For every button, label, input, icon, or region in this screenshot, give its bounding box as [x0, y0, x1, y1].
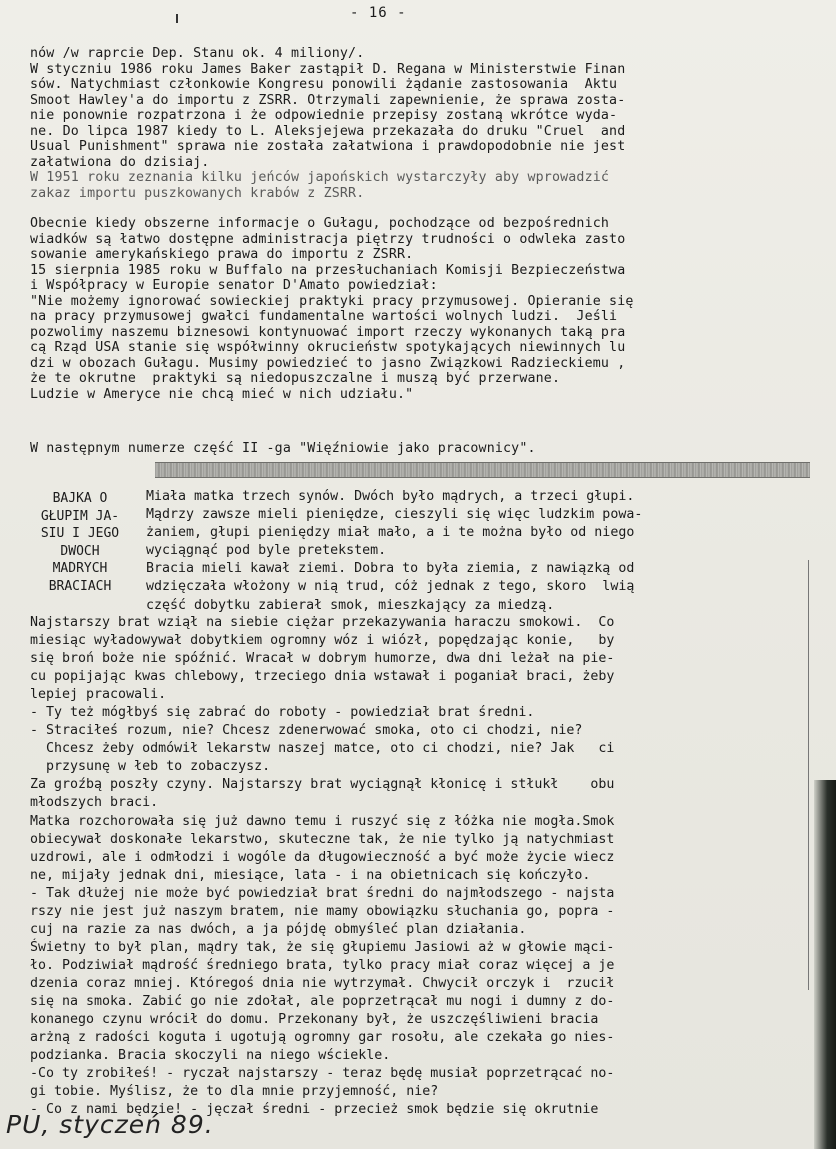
column-rule	[808, 560, 809, 990]
page-number: - 16 -	[350, 5, 407, 21]
story-title: BAJKA O GŁUPIM JA- SIU I JEGO DWOCH MADRYCH BRACIACH	[40, 491, 120, 594]
article-paragraph-1: nów /w raprcie Dep. Stanu ok. 4 miliony/. W styczniu 1986 roku James Baker zastąpił D. Regana w Ministerstwie Finan sów. Natychmiast członkowie Kongresu ponowili żądanie zastosowania Aktu Smoot Hawley'a do importu z ZSRR. Otrzymali zapewnienie, że sprawa zosta- nie ponownie rozpatrzona i że odpowiednie przepisy zostaną wkrótce wyda- ne. Do lipca 1987 kiedy to L. Aleksjejewa przekazała do druku "Cruel and Usual Punishment" sprawa nie została załatwiona i prawdopodobnie nie jest załatwiona do dzisiaj.	[30, 46, 626, 170]
article-paragraph-3: Obecnie kiedy obszerne informacje o Gułagu, pochodzące od bezpośrednich wiadków są łatwo dostępne administracja piętrzy trudności o odwleka zasto sowanie amerykańskiego prawa do importu z ZSRR. 15 sierpnia 1985 roku w Buffalo na przesłuchaniach Komisji Bezpieczeństwa i Współpracy w Europie senator D'Amato powiedział: "Nie możemy ignorować sowieckiej praktyki pracy przymusowej. Opieranie się na pracy przymusowej gwałci fundamentalne wartości wolnych ludzi. Jeśli pozwolimy naszemu biznesowi kontynuować import rzeczy wykonanych taką pra cą Rząd USA stanie się współwinny okrucieństw spotykających niewinnych lu dzi w obozach Gułagu. Musimy powiedzieć to jasno Związkowi Radzieckiemu , że te okrutne praktyki są niedopuszczalne i muszą być przerwane. Ludzie w Ameryce nie chcą mieć w nich udziału."	[30, 216, 634, 402]
pen-mark	[176, 14, 178, 23]
next-issue-note: W następnym numerze część II -ga "Więźniowie jako pracownicy".	[30, 441, 536, 456]
story-body: Najstarszy brat wziął na siebie ciężar przekazywania haraczu smokowi. Co miesiąc wyładowywał dobytkiem ogromny wóz i wiózł, popędzając konie, by się broń boże nie spóźnić. Wracał w dobrym humorze, dwa dni leżał na pie- cu popijając kwas chlebowy, trzeciego dnia wstawał i poganiał braci, żeby lepiej pracowali. - Ty też mógłbyś się zabrać do roboty - powiedział brat średni. - Straciłeś rozum, nie? Chcesz zdenerwować smoka, oto ci chodzi, nie? Chcesz żeby odmówił lekarstw naszej matce, oto ci chodzi, nie? Jak ci przysunę w łeb to zobaczysz. Za groźbą poszły czyny. Najstarszy brat wyciągnął kłonicę i stłukł obu młodszych braci. Matka rozchorowała się już dawno temu i ruszyć się z łóżka nie mogła.Smok obiecywał doskonałe lekarstwo, skuteczne tak, że nie tylko ją natychmiast uzdrowi, ale i odmłodzi i wogóle da długowieczność a być może życie wiecz ne, mijały jednak dni, miesiące, lata - i na obietnicach się kończyło. - Tak dłużej nie może być powiedział brat średni do najmłodszego - najsta rszy nie jest już naszym bratem, nie mamy obowiązku słuchania go, popra - cuj na razie za nas dwóch, a ja pójdę obmyśleć plan działania. Świetny to był plan, mądry tak, że się głupiemu Jasiowi aż w głowie mąci- ło. Podziwiał mądrość średniego brata, tylko pracy miał coraz więcej a je dzenia coraz mniej. Któregoś dnia nie wytrzymał. Chwycił orczyk i rzucił się na smoka. Zabić go nie zdołał, ale poprzetrącał mu nogi i dumny z do- konanego czynu wrócił do domu. Przekonany był, że uszczęśliwieni bracia arżną z radości koguta i ugotują ogromny gar rosołu, ale czekała go nies- podzianka. Bracia skoczyli na niego wściekle. -Co ty zrobiłeś! - ryczał najstarszy - teraz będę musiał poprzetrącać no- gi tobie. Myślisz, że to dla mnie przyjemność, nie? - Co z nami będzie! - jęczał średni - przecież smok będzie się okrutnie	[30, 615, 615, 1118]
article-paragraph-2: W 1951 roku zeznania kilku jeńców japońskich wystarczyły aby wprowadzić zakaz importu puszkowanych krabów z ZSRR.	[30, 170, 610, 201]
section-divider	[155, 462, 810, 478]
handwritten-signature: PU, styczeń 89.	[6, 1110, 214, 1139]
scan-edge-shadow	[814, 780, 836, 1149]
story-intro: Miała matka trzech synów. Dwóch było mądrych, a trzeci głupi. Mądrzy zawsze mieli pieniędze, cieszyli się więc ludzkim powa- żaniem, głupi pieniędzy miał mało, a i te można było od niego wyciągnąć pod byle pretekstem. Bracia mieli kawał ziemi. Dobra to była ziemia, z nawiązką od wdzięczała włożony w nią trud, cóż jednak z tego, skoro lwią część dobytku zabierał smok, mieszkający za miedzą.	[146, 489, 643, 613]
